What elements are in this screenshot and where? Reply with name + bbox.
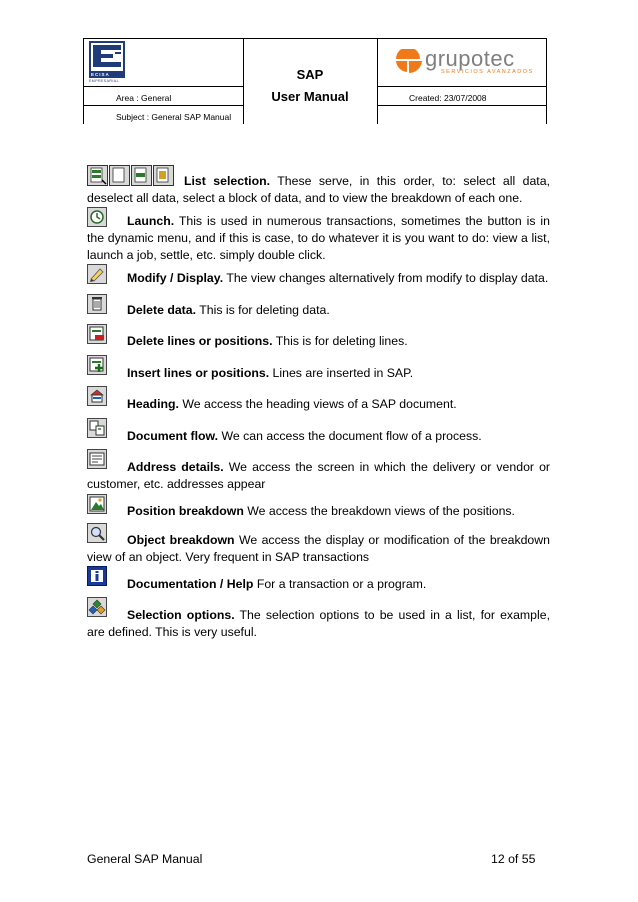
position-breakdown-text: We access the breakdown views of the positions. (247, 504, 515, 518)
document-flow-text: We can access the document flow of a process. (221, 429, 482, 443)
selection-options-paragraph (87, 607, 550, 641)
insert-lines-text: Lines are inserted in SAP. (272, 366, 414, 380)
modify-display-title: Modify / Display. (127, 271, 224, 285)
header-created: Created: 23/07/2008 (409, 93, 487, 103)
modify-display-paragraph (87, 270, 550, 287)
ecisa-logo-subtext: EMPRESARIAL (89, 79, 119, 83)
documentation-help-paragraph (87, 576, 550, 593)
grupotec-logo-tagline: SERVICIOS AVANZADOS (441, 69, 534, 75)
documentation-help-title: Documentation / Help (127, 577, 254, 591)
list-selection-paragraph (87, 173, 550, 207)
delete-data-text: This is for deleting data. (199, 303, 330, 317)
delete-data-paragraph (87, 302, 550, 319)
grupotec-logo-icon (396, 49, 422, 73)
selection-options-text: The selection options to be used in a list, for example, are defined. This is very useful. (87, 608, 550, 640)
document-flow-title: Document flow. (127, 429, 219, 443)
document-flow-paragraph (87, 428, 550, 445)
header-user-manual-title: User Manual (271, 89, 349, 104)
delete-lines-title: Delete lines or positions. (127, 334, 273, 348)
documentation-help-text: For a transaction or a program. (256, 577, 427, 591)
position-breakdown-paragraph (87, 503, 550, 520)
footer-page-number: 12 of 55 (491, 852, 536, 866)
header-sap-title: SAP (296, 67, 324, 82)
launch-paragraph (87, 213, 550, 265)
document-header (83, 38, 547, 124)
object-breakdown-paragraph (87, 532, 550, 566)
footer-document-name: General SAP Manual (87, 852, 203, 866)
heading-title: Heading. (127, 397, 179, 411)
list-selection-title: List selection. (184, 174, 271, 188)
launch-text: This is used in numerous transactions, sometimes the button is in the dynamic menu, and if this is case, to do whatever it is you want to do: view a list, launch a job, settle, etc. simply double click. (87, 214, 550, 263)
insert-lines-paragraph (87, 365, 550, 382)
insert-lines-title: Insert lines or positions. (127, 366, 270, 380)
delete-lines-paragraph (87, 333, 550, 350)
delete-data-title: Delete data. (127, 303, 197, 317)
delete-lines-text: This is for deleting lines. (275, 334, 408, 348)
selection-options-title: Selection options. (127, 608, 235, 622)
address-details-title: Address details. (127, 460, 224, 474)
header-area: Area : General (116, 93, 172, 103)
launch-title: Launch. (127, 214, 175, 228)
address-details-text: We access the screen in which the delivery or vendor or customer, etc. addresses appear (87, 460, 551, 492)
grupotec-logo-name: grupotec (425, 46, 515, 71)
object-breakdown-title: Object breakdown (127, 533, 235, 547)
heading-paragraph (87, 396, 550, 413)
address-details-paragraph (87, 459, 550, 493)
position-breakdown-title: Position breakdown (127, 504, 244, 518)
modify-display-text: The view changes alternatively from modify to display data. (226, 271, 549, 285)
list-selection-text: These serve, in this order, to: select all data, deselect all data, select a block of data, and to view the breakdown of each one. (87, 174, 550, 206)
object-breakdown-text: We access the display or modification of the breakdown view of an object. Very frequent in SAP transactions (87, 533, 550, 565)
heading-text: We access the heading views of a SAP document. (182, 397, 457, 411)
header-subject: Subject : General SAP Manual (116, 112, 232, 122)
ecisa-logo-text: ECISA (91, 72, 110, 77)
